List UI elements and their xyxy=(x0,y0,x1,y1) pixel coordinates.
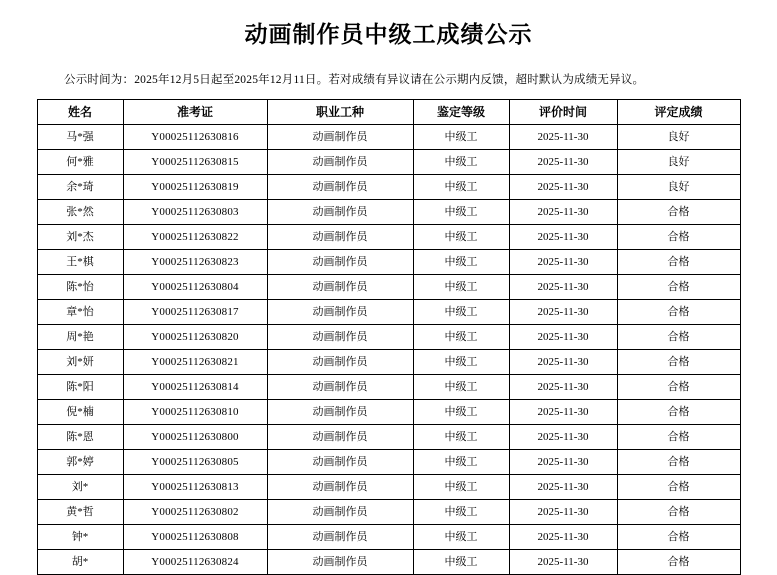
table-row xyxy=(37,225,740,250)
table-row xyxy=(37,275,740,300)
cell-result: 合格 xyxy=(617,475,740,500)
cell-name: 刘*杰 xyxy=(37,225,123,250)
cell-job: 动画制作员 xyxy=(267,350,413,375)
table-row xyxy=(37,325,740,350)
table-header xyxy=(37,100,740,125)
cell-name: 陈*阳 xyxy=(37,375,123,400)
cell-result: 良好 xyxy=(617,150,740,175)
cell-result: 合格 xyxy=(617,425,740,450)
cell-job: 动画制作员 xyxy=(267,275,413,300)
cell-level: 中级工 xyxy=(413,500,509,525)
table-row xyxy=(37,425,740,450)
cell-result: 合格 xyxy=(617,550,740,575)
cell-result: 合格 xyxy=(617,500,740,525)
cell-date: 2025-11-30 xyxy=(509,150,617,175)
cell-ticket: Y00025112630803 xyxy=(123,200,267,225)
table-row xyxy=(37,250,740,275)
cell-level: 中级工 xyxy=(413,300,509,325)
cell-result: 合格 xyxy=(617,450,740,475)
cell-job: 动画制作员 xyxy=(267,375,413,400)
page-title: 动画制作员中级工成绩公示 xyxy=(244,22,533,47)
cell-date: 2025-11-30 xyxy=(509,175,617,200)
cell-level: 中级工 xyxy=(413,250,509,275)
cell-level: 中级工 xyxy=(413,225,509,250)
cell-ticket: Y00025112630816 xyxy=(123,125,267,150)
cell-level: 中级工 xyxy=(413,200,509,225)
cell-date: 2025-11-30 xyxy=(509,125,617,150)
cell-ticket: Y00025112630810 xyxy=(123,400,267,425)
cell-level: 中级工 xyxy=(413,150,509,175)
cell-name: 刘*妍 xyxy=(37,350,123,375)
cell-date: 2025-11-30 xyxy=(509,300,617,325)
cell-result: 合格 xyxy=(617,350,740,375)
cell-result: 合格 xyxy=(617,525,740,550)
cell-level: 中级工 xyxy=(413,125,509,150)
cell-date: 2025-11-30 xyxy=(509,225,617,250)
cell-ticket: Y00025112630824 xyxy=(123,550,267,575)
cell-name: 倪*楠 xyxy=(37,400,123,425)
table-row xyxy=(37,400,740,425)
cell-job: 动画制作员 xyxy=(267,425,413,450)
table-row xyxy=(37,125,740,150)
cell-ticket: Y00025112630815 xyxy=(123,150,267,175)
cell-date: 2025-11-30 xyxy=(509,425,617,450)
cell-date: 2025-11-30 xyxy=(509,525,617,550)
table-body xyxy=(37,125,740,575)
cell-level: 中级工 xyxy=(413,275,509,300)
cell-date: 2025-11-30 xyxy=(509,550,617,575)
cell-result: 合格 xyxy=(617,275,740,300)
column-header-result: 评定成绩 xyxy=(617,100,740,125)
table-header-row xyxy=(37,100,740,125)
cell-level: 中级工 xyxy=(413,525,509,550)
cell-job: 动画制作员 xyxy=(267,525,413,550)
cell-result: 合格 xyxy=(617,375,740,400)
cell-ticket: Y00025112630802 xyxy=(123,500,267,525)
cell-job: 动画制作员 xyxy=(267,475,413,500)
cell-name: 余*琦 xyxy=(37,175,123,200)
cell-date: 2025-11-30 xyxy=(509,275,617,300)
cell-result: 合格 xyxy=(617,250,740,275)
cell-name: 章*怡 xyxy=(37,300,123,325)
cell-level: 中级工 xyxy=(413,425,509,450)
table-row xyxy=(37,350,740,375)
cell-job: 动画制作员 xyxy=(267,300,413,325)
cell-result: 良好 xyxy=(617,125,740,150)
cell-name: 陈*恩 xyxy=(37,425,123,450)
cell-result: 良好 xyxy=(617,175,740,200)
table-row xyxy=(37,175,740,200)
table-row xyxy=(37,550,740,575)
cell-ticket: Y00025112630822 xyxy=(123,225,267,250)
cell-name: 马*强 xyxy=(37,125,123,150)
column-header-name: 姓名 xyxy=(37,100,123,125)
cell-name: 张*然 xyxy=(37,200,123,225)
cell-name: 刘* xyxy=(37,475,123,500)
cell-job: 动画制作员 xyxy=(267,200,413,225)
column-header-date: 评价时间 xyxy=(509,100,617,125)
cell-job: 动画制作员 xyxy=(267,325,413,350)
column-header-ticket: 准考证 xyxy=(123,100,267,125)
cell-name: 王*棋 xyxy=(37,250,123,275)
cell-name: 胡* xyxy=(37,550,123,575)
cell-job: 动画制作员 xyxy=(267,500,413,525)
cell-ticket: Y00025112630821 xyxy=(123,350,267,375)
cell-level: 中级工 xyxy=(413,475,509,500)
cell-name: 陈*怡 xyxy=(37,275,123,300)
table-row xyxy=(37,525,740,550)
cell-ticket: Y00025112630813 xyxy=(123,475,267,500)
table-row xyxy=(37,500,740,525)
cell-level: 中级工 xyxy=(413,550,509,575)
table-row xyxy=(37,375,740,400)
cell-date: 2025-11-30 xyxy=(509,200,617,225)
cell-date: 2025-11-30 xyxy=(509,375,617,400)
cell-ticket: Y00025112630805 xyxy=(123,450,267,475)
column-header-level: 鉴定等级 xyxy=(413,100,509,125)
cell-result: 合格 xyxy=(617,325,740,350)
cell-ticket: Y00025112630800 xyxy=(123,425,267,450)
cell-name: 郭*婷 xyxy=(37,450,123,475)
cell-job: 动画制作员 xyxy=(267,450,413,475)
cell-ticket: Y00025112630823 xyxy=(123,250,267,275)
cell-job: 动画制作员 xyxy=(267,175,413,200)
cell-name: 钟* xyxy=(37,525,123,550)
cell-date: 2025-11-30 xyxy=(509,250,617,275)
cell-job: 动画制作员 xyxy=(267,150,413,175)
cell-level: 中级工 xyxy=(413,450,509,475)
cell-name: 何*雅 xyxy=(37,150,123,175)
cell-ticket: Y00025112630804 xyxy=(123,275,267,300)
cell-result: 合格 xyxy=(617,200,740,225)
cell-date: 2025-11-30 xyxy=(509,325,617,350)
cell-ticket: Y00025112630819 xyxy=(123,175,267,200)
cell-date: 2025-11-30 xyxy=(509,500,617,525)
cell-ticket: Y00025112630817 xyxy=(123,300,267,325)
cell-ticket: Y00025112630808 xyxy=(123,525,267,550)
cell-ticket: Y00025112630814 xyxy=(123,375,267,400)
cell-level: 中级工 xyxy=(413,325,509,350)
cell-ticket: Y00025112630820 xyxy=(123,325,267,350)
results-table xyxy=(37,99,741,575)
cell-result: 合格 xyxy=(617,225,740,250)
cell-job: 动画制作员 xyxy=(267,125,413,150)
document-page xyxy=(0,20,777,569)
cell-job: 动画制作员 xyxy=(267,550,413,575)
cell-level: 中级工 xyxy=(413,175,509,200)
cell-result: 合格 xyxy=(617,300,740,325)
public-notice-text: 公示时间为：2025年12月5日起至2025年12月11日。若对成绩有异议请在公示期内反馈，超时默认为成绩无异议。 xyxy=(64,73,645,86)
table-row xyxy=(37,150,740,175)
cell-job: 动画制作员 xyxy=(267,250,413,275)
cell-name: 黄*哲 xyxy=(37,500,123,525)
cell-result: 合格 xyxy=(617,400,740,425)
cell-job: 动画制作员 xyxy=(267,400,413,425)
cell-job: 动画制作员 xyxy=(267,225,413,250)
cell-level: 中级工 xyxy=(413,400,509,425)
cell-date: 2025-11-30 xyxy=(509,350,617,375)
cell-date: 2025-11-30 xyxy=(509,450,617,475)
table-row xyxy=(37,450,740,475)
cell-name: 周*艳 xyxy=(37,325,123,350)
table-row xyxy=(37,300,740,325)
cell-level: 中级工 xyxy=(413,350,509,375)
cell-level: 中级工 xyxy=(413,375,509,400)
table-row xyxy=(37,200,740,225)
column-header-job: 职业工种 xyxy=(267,100,413,125)
table-row xyxy=(37,475,740,500)
cell-date: 2025-11-30 xyxy=(509,475,617,500)
cell-date: 2025-11-30 xyxy=(509,400,617,425)
